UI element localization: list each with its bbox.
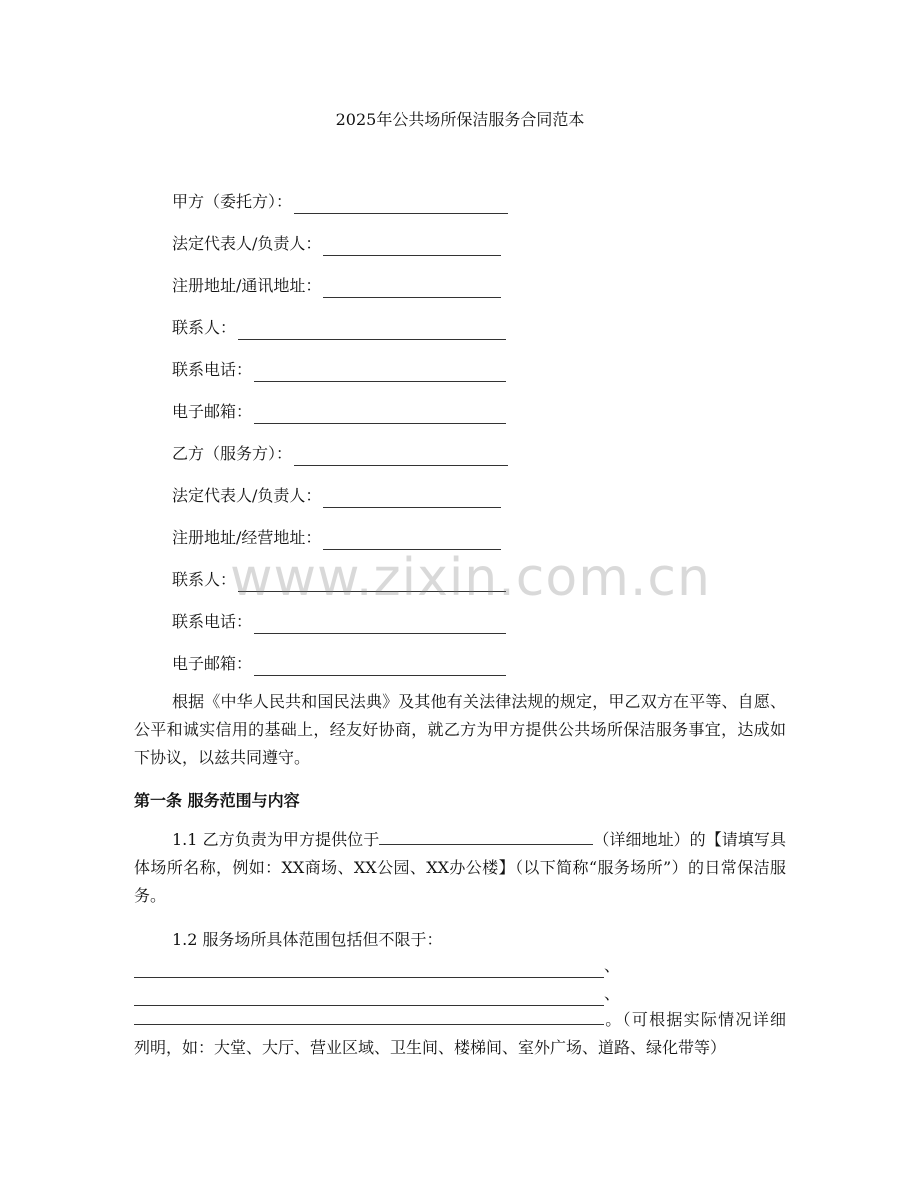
party-b-contact-label: 联系人： bbox=[172, 570, 237, 589]
scope-line-1 bbox=[134, 954, 620, 978]
party-a-name-label: 甲方（委托方）： bbox=[172, 192, 293, 211]
site-watermark: www.zixin.com.cn bbox=[230, 548, 711, 608]
party-a-contact-blank[interactable] bbox=[238, 322, 506, 340]
party-b-contact-blank[interactable] bbox=[238, 574, 506, 592]
party-b-address-field bbox=[172, 526, 501, 550]
party-b-email-field bbox=[172, 652, 506, 676]
party-b-contact-field bbox=[172, 568, 506, 592]
party-a-contact-label: 联系人： bbox=[172, 318, 237, 337]
document-title: 2025年公共场所保洁服务合同范本 bbox=[335, 110, 585, 129]
scope-blank-1[interactable] bbox=[134, 960, 604, 978]
party-b-name-field bbox=[172, 442, 508, 466]
party-b-name-label: 乙方（服务方）： bbox=[172, 444, 293, 463]
party-b-rep-field bbox=[172, 484, 501, 508]
party-a-email-blank[interactable] bbox=[254, 406, 506, 424]
party-b-rep-label: 法定代表人/负责人： bbox=[172, 486, 322, 505]
party-a-name-field bbox=[172, 190, 508, 214]
party-b-phone-label: 联系电话： bbox=[172, 612, 253, 631]
party-a-name-blank[interactable] bbox=[294, 196, 508, 214]
party-a-address-label: 注册地址/通讯地址： bbox=[172, 276, 322, 295]
party-a-phone-blank[interactable] bbox=[254, 364, 506, 382]
scope-blank-2[interactable] bbox=[134, 988, 604, 1006]
clause-1-2-end bbox=[134, 1006, 786, 1062]
article-1-heading: 第一条 服务范围与内容 bbox=[134, 791, 300, 810]
party-a-rep-field bbox=[172, 232, 501, 256]
party-a-address-blank[interactable] bbox=[323, 280, 501, 298]
party-b-email-label: 电子邮箱： bbox=[172, 654, 253, 673]
party-a-contact-field bbox=[172, 316, 506, 340]
scope-separator-1: 、 bbox=[604, 956, 621, 975]
clause-1-1 bbox=[134, 826, 786, 910]
party-b-phone-field bbox=[172, 610, 506, 634]
preamble-paragraph: 根据《中华人民共和国民法典》及其他有关法律法规的规定，甲乙双方在平等、自愿、公平和诚实信用的基础上，经友好协商，就乙方为甲方提供公共场所保洁服务事宜，达成如下协议，以兹共同遵守。 bbox=[134, 692, 786, 767]
party-b-address-blank[interactable] bbox=[323, 532, 501, 550]
party-a-rep-label: 法定代表人/负责人： bbox=[172, 234, 322, 253]
party-b-address-label: 注册地址/经营地址： bbox=[172, 528, 322, 547]
clause-1-1-prefix: 1.1 乙方负责为甲方提供位于 bbox=[172, 830, 380, 849]
party-b-name-blank[interactable] bbox=[294, 448, 508, 466]
scope-blank-3[interactable] bbox=[134, 1007, 604, 1025]
service-address-blank[interactable] bbox=[379, 827, 593, 845]
party-a-rep-blank[interactable] bbox=[323, 238, 501, 256]
party-a-email-field bbox=[172, 400, 506, 424]
scope-separator-2: 、 bbox=[604, 984, 621, 1003]
scope-line-2 bbox=[134, 982, 620, 1006]
party-a-address-field bbox=[172, 274, 501, 298]
clause-1-2-end-text: 。（可根据实际情况详细列明，如：大堂、大厅、营业区域、卫生间、楼梯间、室外广场、道路、绿化带等） bbox=[134, 1010, 786, 1057]
clause-1-1-suffix: （详细地址）的【请填写具体场所名称，例如：XX商场、XX公园、XX办公楼】（以下简称“服务场所”）的日常保洁服务。 bbox=[134, 830, 786, 905]
clause-1-2: 1.2 服务场所具体范围包括但不限于： bbox=[172, 930, 443, 949]
party-b-rep-blank[interactable] bbox=[323, 490, 501, 508]
party-a-phone-label: 联系电话： bbox=[172, 360, 253, 379]
party-b-phone-blank[interactable] bbox=[254, 616, 506, 634]
party-a-email-label: 电子邮箱： bbox=[172, 402, 253, 421]
party-b-email-blank[interactable] bbox=[254, 658, 506, 676]
party-a-phone-field bbox=[172, 358, 506, 382]
